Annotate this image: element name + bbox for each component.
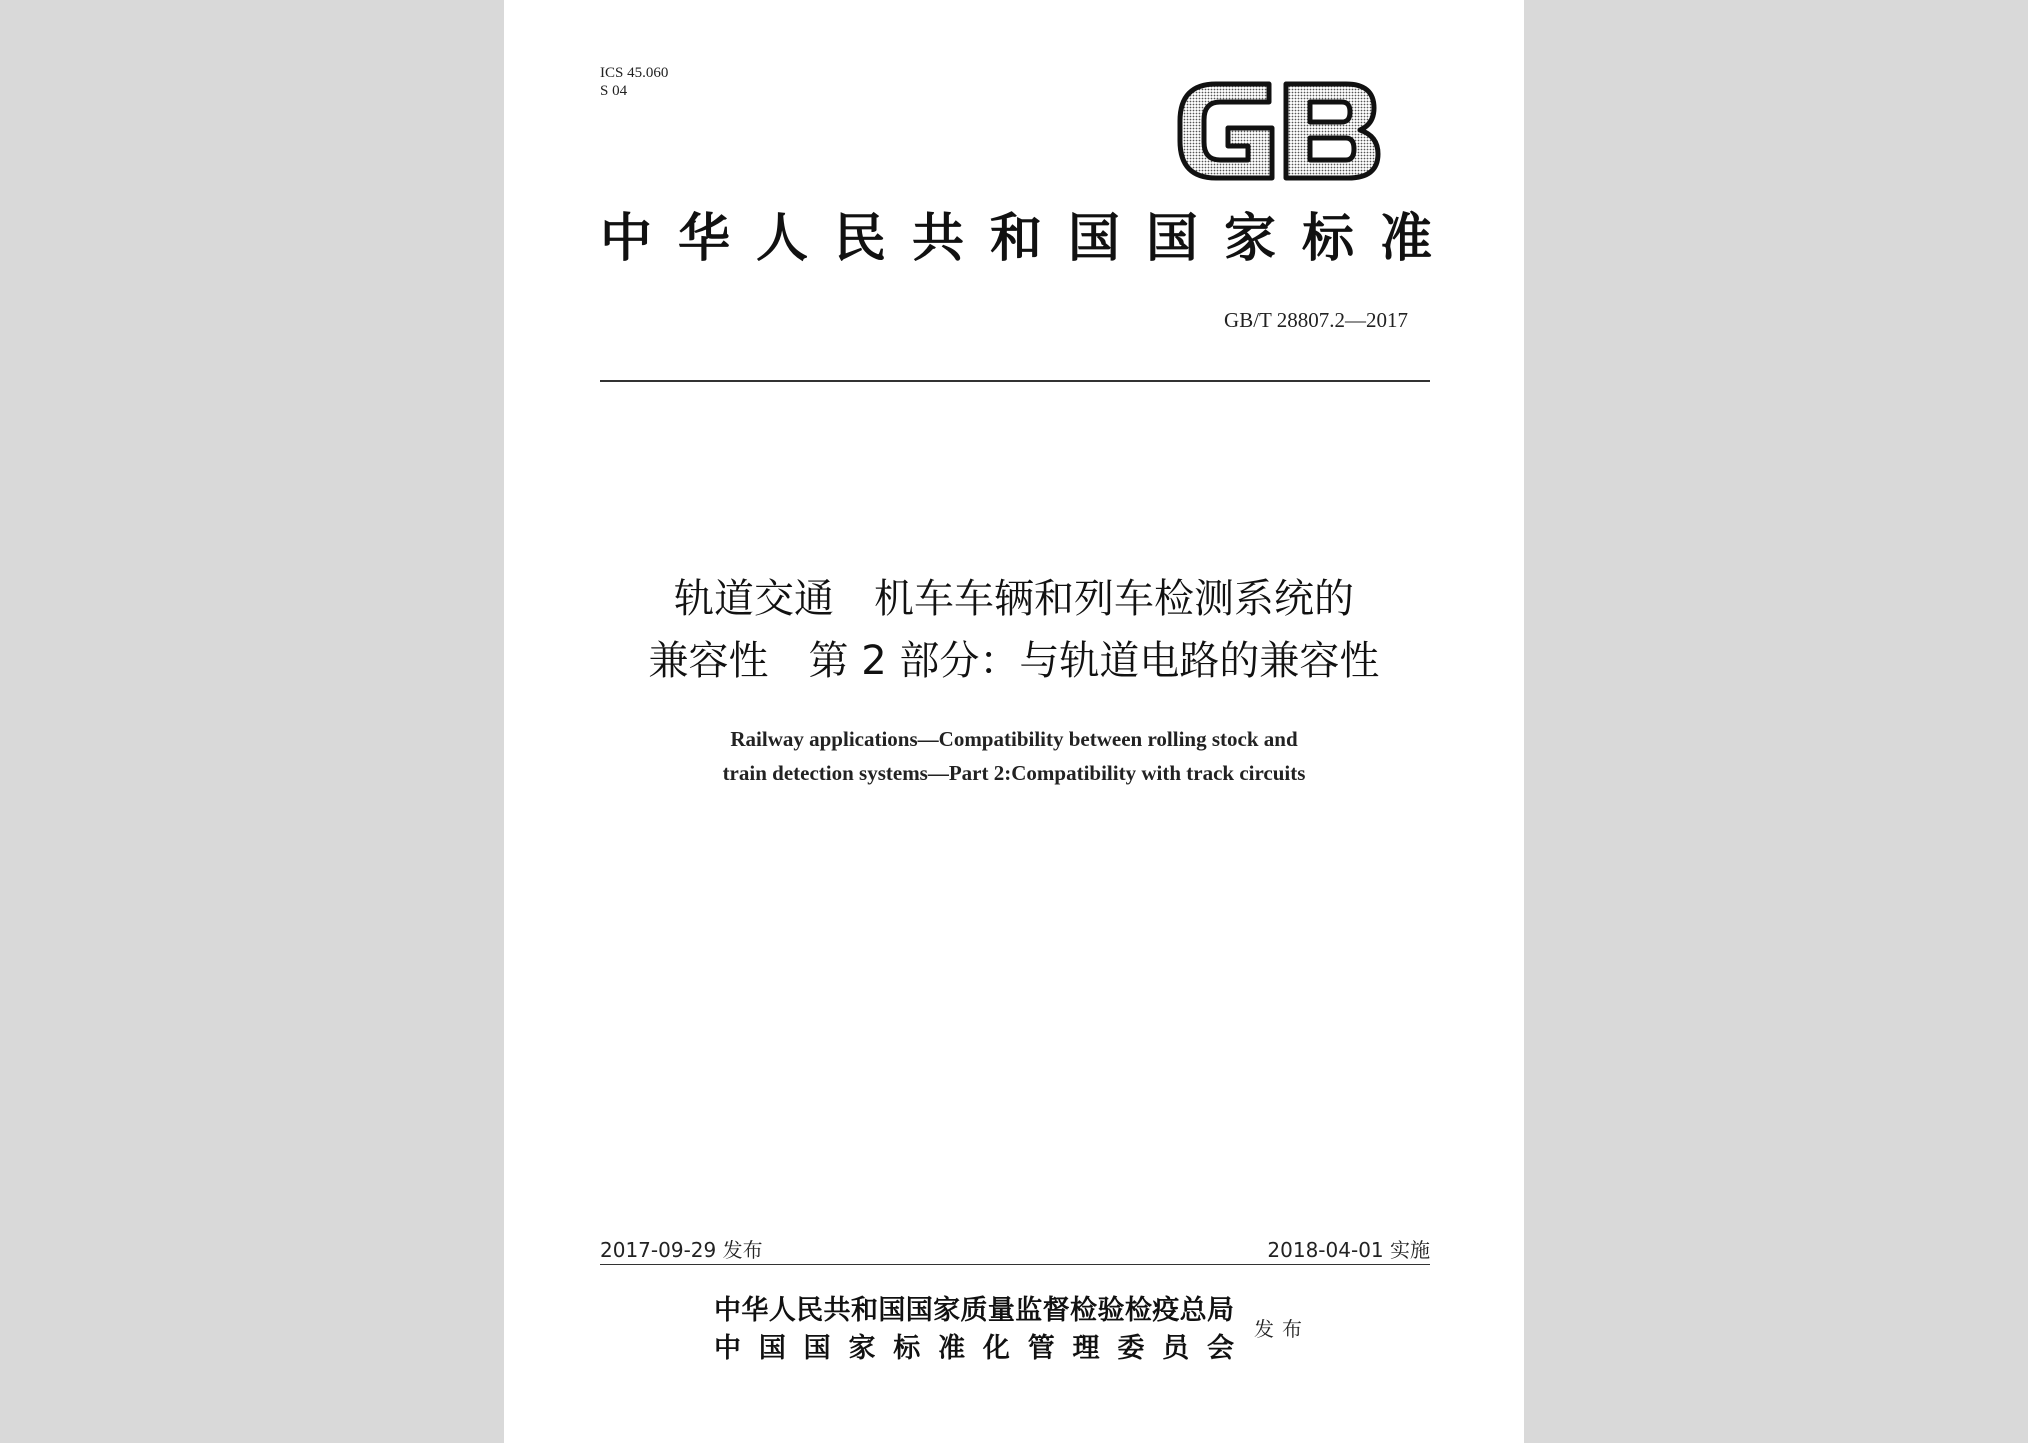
chinese-title: [544, 568, 1484, 692]
issuer-aqsiq: 中华人民共和国国家质量监督检验检疫总局: [714, 1295, 1234, 1326]
english-title: [544, 722, 1484, 790]
logo-letter-b: [1286, 84, 1378, 178]
national-standard-title: 中华人民共和国国家标准: [600, 209, 1432, 269]
english-title-line-2: train detection systems—Part 2:Compatibility with track circuits: [722, 761, 1306, 785]
logo-letter-g: [1180, 84, 1272, 178]
ics-code: ICS 45.060: [600, 65, 669, 81]
implementation-date: 2018-04-01 实施: [1267, 1238, 1430, 1262]
publish-date: 2017-09-29 发布: [600, 1238, 763, 1262]
chinese-title-line-2: 兼容性 第 2 部分：与轨道电路的兼容性: [648, 638, 1380, 684]
classification-codes: [600, 64, 668, 100]
document-page: [504, 0, 1524, 1443]
standard-number: GB/T 28807.2—2017: [1224, 308, 1408, 332]
issuing-authorities: [714, 1292, 1234, 1368]
publish-label: 发布: [1254, 1317, 1310, 1341]
chinese-title-line-1: 轨道交通 机车车辆和列车检测系统的: [674, 576, 1354, 622]
footer-divider: [600, 1264, 1430, 1265]
gb-logo: [1174, 76, 1384, 186]
header-divider: [600, 380, 1430, 382]
issuer-sac: 中国国家标准化管理委员会: [714, 1333, 1234, 1364]
classification-code: S 04: [600, 83, 628, 99]
english-title-line-1: Railway applications—Compatibility between rolling stock and: [730, 727, 1298, 751]
